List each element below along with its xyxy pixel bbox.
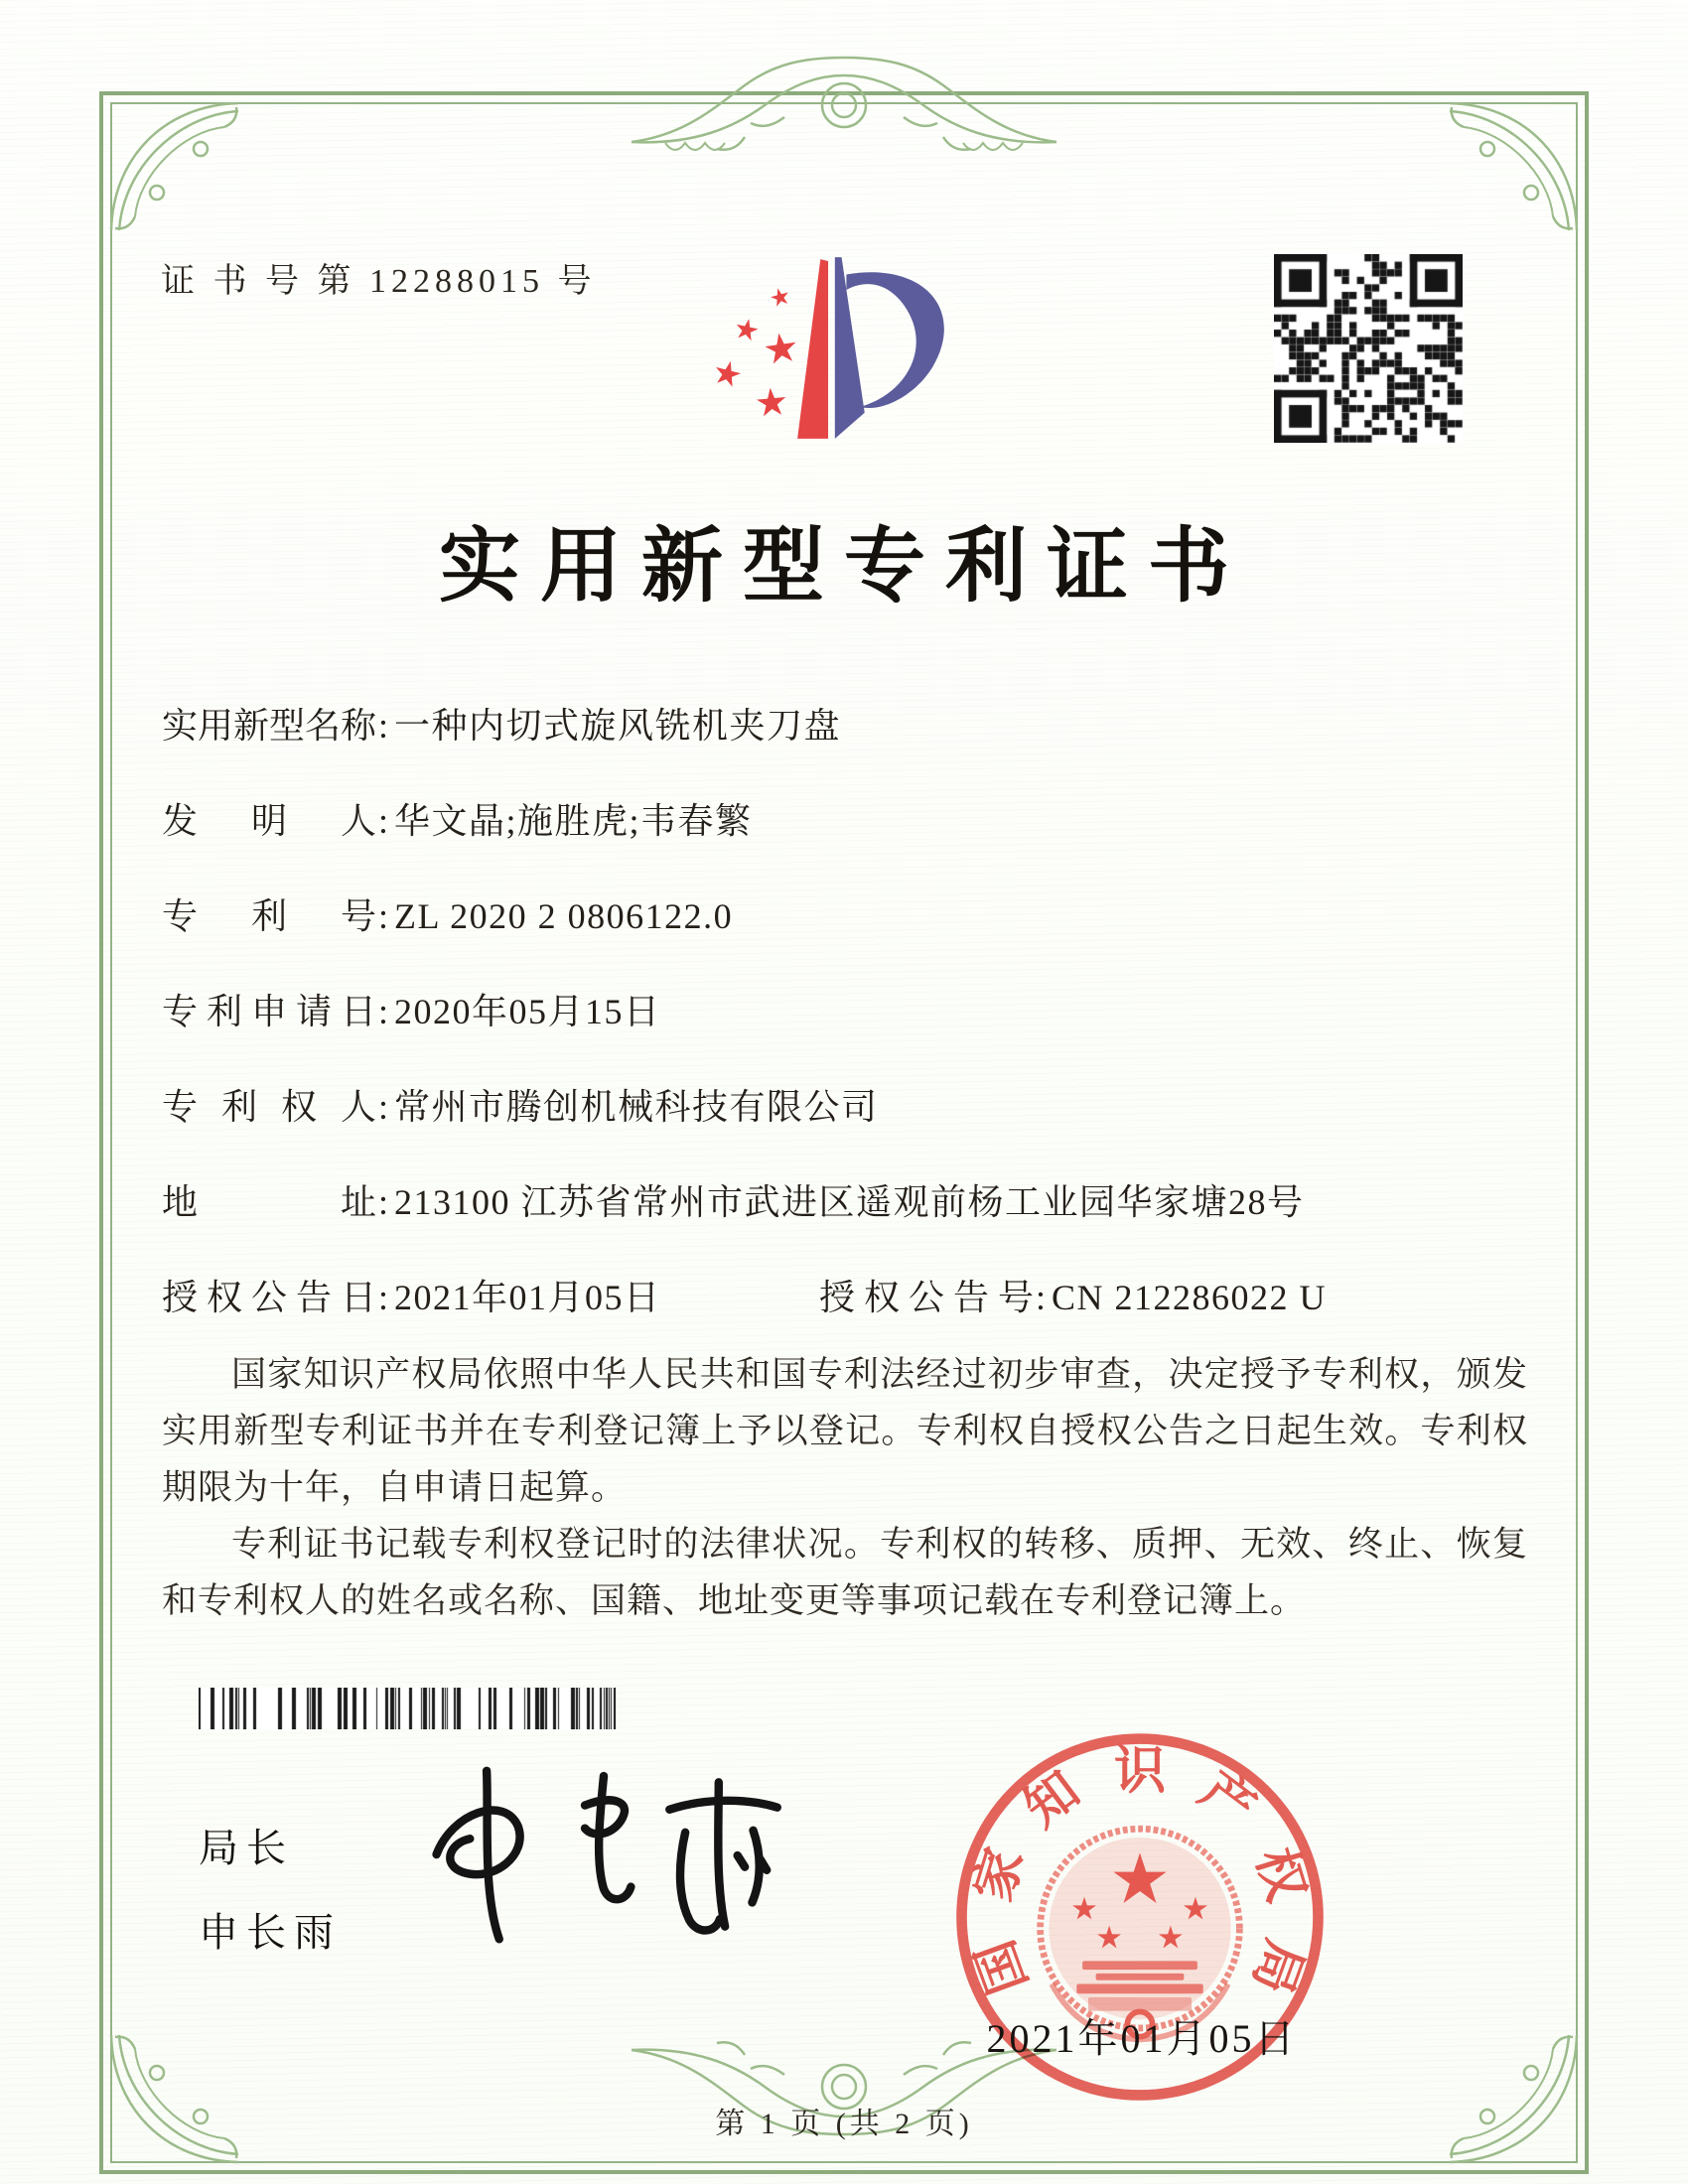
field-colon: : [378, 706, 389, 746]
field-label: 专利号 [162, 896, 376, 936]
director-title: 局长 [199, 1827, 294, 1870]
field-row-grant [162, 1250, 1532, 1345]
legal-paragraph-2: 专利证书记载专利权登记时的法律状况。专利权的转移、质押、无效、终止、恢复和专利权人的姓名或名称、国籍、地址变更等事项记载在专利登记簿上。 [162, 1525, 1528, 1620]
field-row-inventors [162, 773, 1532, 869]
grant-number-value: CN 212286022 U [1052, 1278, 1328, 1317]
grant-number-group [819, 1250, 1327, 1345]
seal-char: 国 [967, 1932, 1039, 2001]
field-label: 授权公告号 [819, 1278, 1034, 1317]
field-value: 213100 江苏省常州市武进区遥观前杨工业园华家塘28号 [394, 1182, 1305, 1222]
certificate-title: 实用新型专利证书 [438, 521, 1249, 612]
seal-char: 产 [1189, 1761, 1265, 1839]
legal-paragraph-1: 国家知识产权局依照中华人民共和国专利法经过初步审查，决定授予专利权，颁发实用新型专利证书并在专利登记簿上予以登记。专利权自授权公告之日起生效。专利权期限为十年，自申请日起算。 [162, 1355, 1528, 1507]
grant-date-value: 2021年01月05日 [394, 1278, 661, 1317]
field-list [162, 678, 1532, 1345]
corner-flourish-icon [105, 97, 244, 236]
page-footer: 第 1 页 (共 2 页) [715, 2108, 973, 2140]
field-value: 2020年05月15日 [394, 992, 661, 1031]
certificate-number: 证 书 号 第 12288015 号 [161, 263, 597, 300]
field-row-name [162, 678, 1532, 773]
seal-char: 权 [1245, 1842, 1315, 1908]
field-label: 专利权人 [162, 1087, 376, 1127]
director-signature-icon [405, 1755, 802, 1954]
field-value: 常州市腾创机械科技有限公司 [394, 1087, 879, 1127]
field-label: 发明人 [162, 801, 376, 841]
qr-code [1274, 254, 1463, 443]
field-label: 地址 [162, 1182, 376, 1222]
seal-char: 家 [965, 1842, 1035, 1908]
seal-date: 2021年01月05日 [986, 2016, 1298, 2061]
field-colon: : [1036, 1278, 1047, 1317]
legal-text [162, 1346, 1528, 1629]
field-colon: : [378, 896, 389, 936]
field-row-address [162, 1155, 1532, 1250]
field-colon: : [378, 1182, 389, 1222]
field-value: ZL 2020 2 0806122.0 [394, 896, 734, 936]
field-label: 授权公告日 [162, 1278, 376, 1317]
top-lace-ornament-icon [626, 48, 1062, 163]
seal-char: 局 [1241, 1932, 1313, 2001]
director-block [199, 1817, 342, 1985]
seal-char: 识 [1113, 1742, 1167, 1800]
director-name: 申长雨 [199, 1911, 342, 1955]
cnipa-logo-icon [685, 238, 973, 457]
field-row-patentee [162, 1059, 1532, 1155]
field-label: 专利申请日 [162, 992, 376, 1031]
field-value: 华文晶;施胜虎;韦春繁 [394, 801, 753, 841]
seal-char: 知 [1015, 1761, 1091, 1839]
corner-flourish-icon [1444, 97, 1583, 236]
field-row-patent-number [162, 869, 1532, 964]
field-colon: : [378, 1278, 389, 1317]
field-value: 一种内切式旋风铣机夹刀盘 [394, 706, 842, 746]
barcode [199, 1688, 616, 1729]
field-colon: : [378, 801, 389, 841]
field-row-filing-date [162, 964, 1532, 1059]
field-colon: : [378, 992, 389, 1031]
field-label: 实用新型名称 [162, 706, 377, 746]
field-colon: : [378, 1087, 389, 1127]
